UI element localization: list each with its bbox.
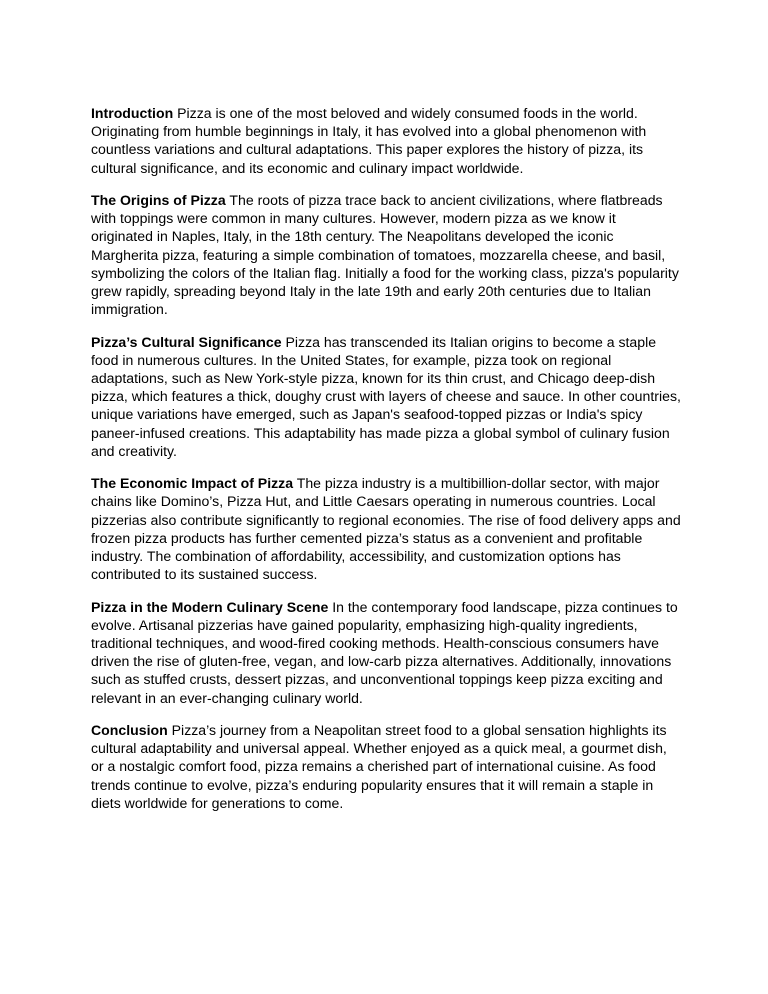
section-heading: Conclusion — [91, 722, 168, 739]
section-heading: Introduction — [91, 105, 174, 121]
section-heading: The Economic Impact of Pizza — [91, 475, 294, 492]
section-body: The roots of pizza trace back to ancient civilizations, where flatbreads with toppings were common in many cultures. However, modern pizza as we know it originated in Naples, Italy, in the 18th century. The Neapolitans developed the iconic Margherita pizza, featuring a simple combination of tomatoes, mozzarella cheese, and basil, symbolizing the colors of the Italian flag. Initially a food for the working class, pizza's popularity grew rapidly, spreading beyond Italy in the late 19th and early 20th centuries due to Italian immigration. — [91, 192, 679, 318]
section-body: In the contemporary food landscape, pizza continues to evolve. Artisanal pizzerias have gained popularity, emphasizing high-quality ingredients, traditional techniques, and wood-fired cooking methods. Health-conscious consumers have driven the rise of gluten-free, vegan, and low-carb pizza alternatives. Additionally, innovations such as stuffed crusts, dessert pizzas, and unconventional toppings keep pizza exciting and relevant in an ever-changing culinary world. — [91, 598, 678, 706]
section-body: Pizza’s journey from a Neapolitan street food to a global sensation highlights its cultural adaptability and universal appeal. Whether enjoyed as a quick meal, a gourmet dish, or a nostalgic comfort food, pizza remains a cherished part of international cuisine. As food trends continue to evolve, pizza’s enduring popularity ensures that it will remain a staple in diets worldwide for generations to come. — [91, 722, 667, 811]
section-origins — [91, 191, 681, 318]
section-body: Pizza has transcended its Italian origins to become a staple food in numerous cultures. In the United States, for example, pizza took on regional adaptations, such as New York-style pizza, known for its thin crust, and Chicago deep-dish pizza, which features a thick, doughy crust with layers of cheese and sauce. In other countries, unique variations have emerged, such as Japan's seafood-topped pizzas or India's spicy paneer-infused creations. This adaptability has made pizza a global symbol of culinary fusion and creativity. — [91, 333, 681, 459]
section-modern-culinary-scene — [91, 598, 681, 707]
section-body: The pizza industry is a multibillion-dollar sector, with major chains like Domino’s, Pizza Hut, and Little Caesars operating in numerous countries. Local pizzerias also contribute significantly to regional economies. The rise of food delivery apps and frozen pizza products has further cemented pizza’s status as a convenient and profitable industry. The combination of affordability, accessibility, and customization options has contributed to its sustained success. — [91, 475, 681, 583]
document-page — [91, 104, 681, 826]
section-heading: Pizza’s Cultural Significance — [91, 333, 282, 350]
section-introduction — [91, 104, 681, 177]
section-heading: The Origins of Pizza — [91, 192, 226, 208]
section-conclusion — [91, 721, 681, 812]
section-body: Pizza is one of the most beloved and widely consumed foods in the world. Originating from humble beginnings in Italy, it has evolved into a global phenomenon with countless variations and cultural adaptations. This paper explores the history of pizza, its cultural significance, and its economic and culinary impact worldwide. — [91, 105, 647, 176]
section-economic-impact — [91, 474, 681, 583]
section-heading: Pizza in the Modern Culinary Scene — [91, 598, 329, 615]
section-cultural-significance — [91, 333, 681, 460]
